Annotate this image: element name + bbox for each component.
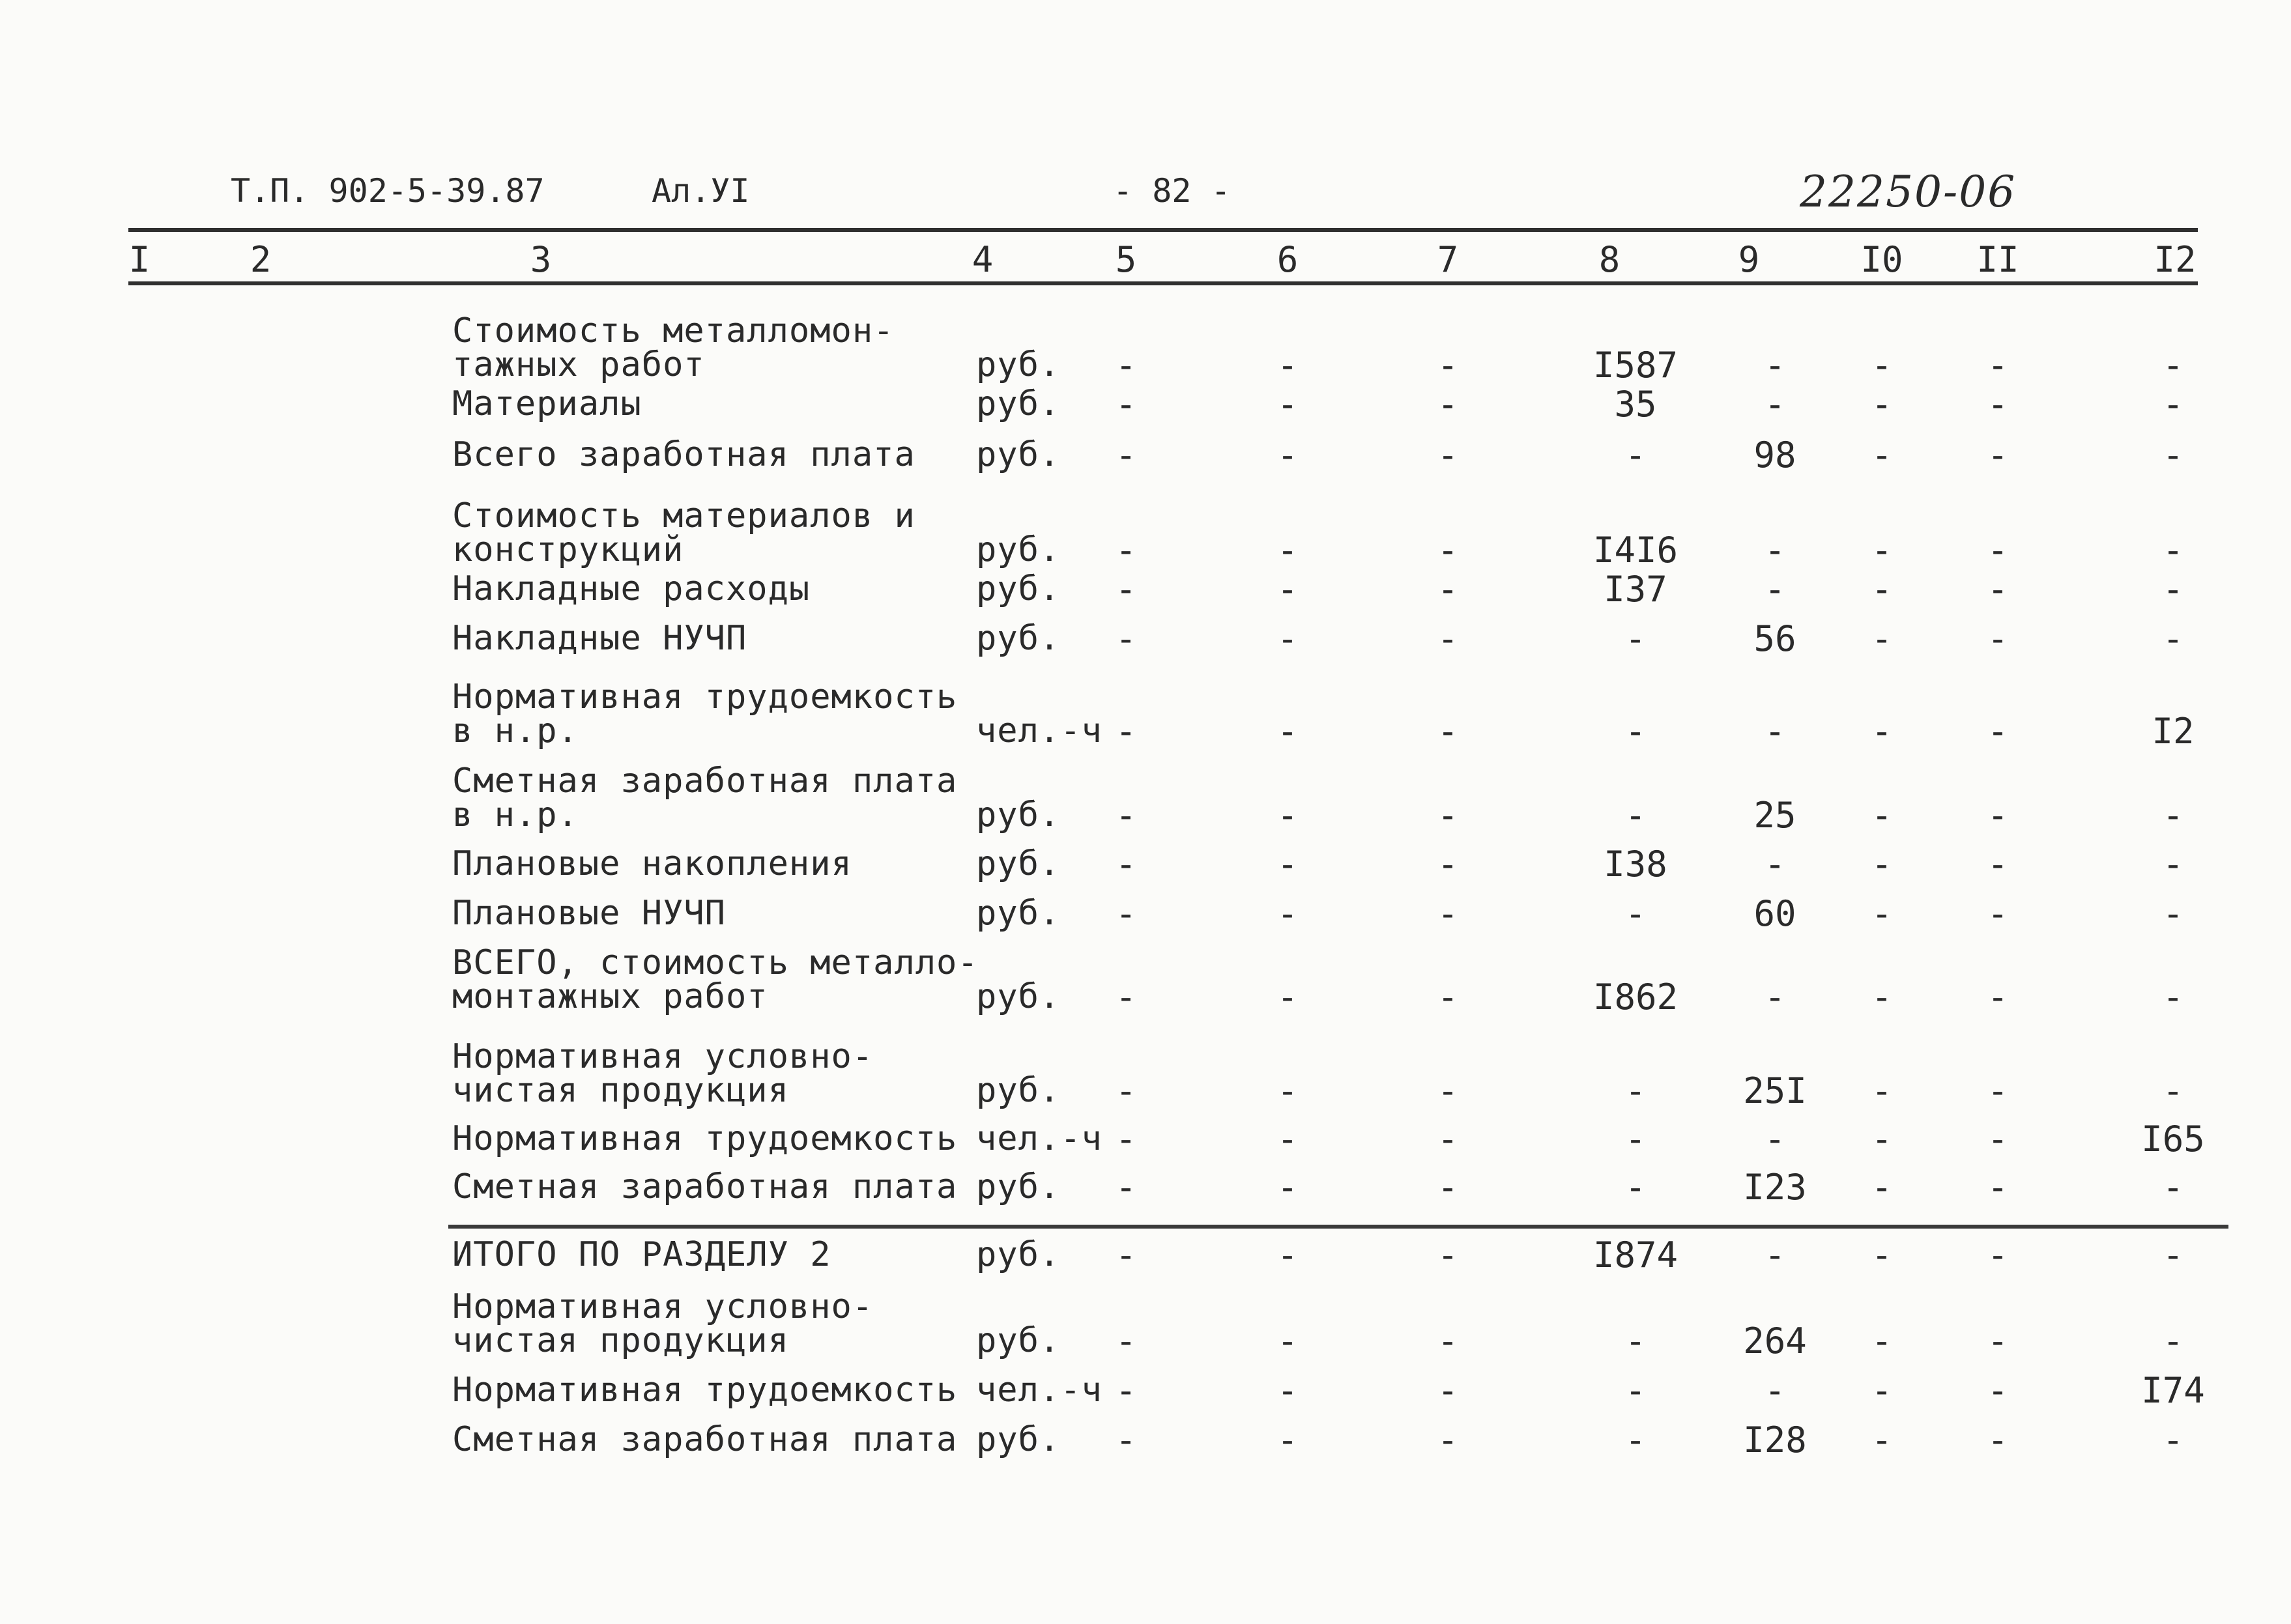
row-value-col-9: 56 bbox=[1753, 618, 1796, 659]
row-value-col-11: - bbox=[1987, 711, 2009, 752]
row-unit: руб. bbox=[976, 345, 1061, 384]
row-label bbox=[452, 1037, 874, 1110]
row-label-line: Материалы bbox=[452, 384, 642, 423]
row-value-col-10: - bbox=[1871, 1118, 1893, 1160]
row-label-line: ИТОГО ПО РАЗДЕЛУ 2 bbox=[452, 1235, 831, 1274]
row-value-col-9: - bbox=[1764, 345, 1786, 386]
row-label bbox=[452, 619, 747, 658]
row-value-col-8: I38 bbox=[1604, 844, 1667, 885]
row-label bbox=[452, 1371, 958, 1410]
row-unit: руб. bbox=[976, 1420, 1061, 1459]
row-value-col-9: - bbox=[1764, 530, 1786, 571]
column-number: 3 bbox=[530, 239, 552, 280]
row-value-col-8: - bbox=[1624, 893, 1647, 934]
row-label-line: конструкций bbox=[452, 530, 684, 569]
row-label bbox=[452, 569, 811, 608]
row-unit: руб. bbox=[976, 844, 1061, 883]
row-unit: чел.-ч bbox=[976, 711, 1102, 750]
row-unit: руб. bbox=[976, 795, 1061, 834]
row-value-col-5: - bbox=[1115, 1370, 1137, 1411]
row-value-col-8: - bbox=[1624, 1118, 1647, 1160]
row-value-col-7: - bbox=[1437, 893, 1459, 934]
row-value-col-8: I587 bbox=[1592, 345, 1679, 386]
row-value-col-6: - bbox=[1276, 384, 1299, 425]
column-number: 9 bbox=[1738, 239, 1760, 280]
row-unit: руб. bbox=[976, 1071, 1061, 1110]
row-value-col-11: - bbox=[1987, 893, 2009, 934]
row-value-col-9: 25I bbox=[1743, 1070, 1807, 1111]
row-value-col-7: - bbox=[1437, 1070, 1459, 1111]
row-value-col-7: - bbox=[1437, 1320, 1459, 1361]
row-value-col-6: - bbox=[1276, 1419, 1299, 1460]
row-value-col-11: - bbox=[1987, 1370, 2009, 1411]
row-label bbox=[452, 677, 958, 750]
row-value-col-5: - bbox=[1115, 384, 1137, 425]
row-value-col-11: - bbox=[1987, 384, 2009, 425]
row-value-col-12: - bbox=[2162, 1419, 2184, 1460]
row-value-col-11: - bbox=[1987, 1070, 2009, 1111]
row-value-col-12: - bbox=[2162, 345, 2184, 386]
row-value-col-9: - bbox=[1764, 976, 1786, 1018]
row-label bbox=[452, 943, 979, 1016]
row-value-col-6: - bbox=[1276, 795, 1299, 836]
row-label-line: Плановые НУЧП bbox=[452, 894, 726, 933]
row-value-col-6: - bbox=[1276, 1320, 1299, 1361]
row-value-col-11: - bbox=[1987, 1419, 2009, 1460]
row-label bbox=[452, 1420, 958, 1459]
row-value-col-5: - bbox=[1115, 893, 1137, 934]
row-value-col-8: - bbox=[1624, 1320, 1647, 1361]
row-unit: руб. bbox=[976, 384, 1061, 423]
row-value-col-8: I37 bbox=[1604, 569, 1667, 610]
row-value-col-12: - bbox=[2162, 1320, 2184, 1361]
row-value-col-7: - bbox=[1437, 1167, 1459, 1208]
row-value-col-12: - bbox=[2162, 530, 2184, 571]
row-value-col-9: 60 bbox=[1753, 893, 1796, 934]
row-value-col-10: - bbox=[1871, 1167, 1893, 1208]
row-value-col-8: - bbox=[1624, 795, 1647, 836]
row-value-col-9: - bbox=[1764, 1234, 1786, 1275]
row-label-line: Нормативная условно- bbox=[452, 1037, 874, 1076]
row-value-col-11: - bbox=[1987, 569, 2009, 610]
row-value-col-10: - bbox=[1871, 530, 1893, 571]
row-value-col-10: - bbox=[1871, 976, 1893, 1018]
row-value-col-11: - bbox=[1987, 618, 2009, 659]
row-value-col-7: - bbox=[1437, 384, 1459, 425]
row-value-col-6: - bbox=[1276, 1167, 1299, 1208]
row-value-col-7: - bbox=[1437, 711, 1459, 752]
row-value-col-9: - bbox=[1764, 844, 1786, 885]
column-number: I bbox=[128, 239, 151, 280]
row-value-col-7: - bbox=[1437, 618, 1459, 659]
row-value-col-8: - bbox=[1624, 1370, 1647, 1411]
row-value-col-12: - bbox=[2162, 795, 2184, 836]
row-value-col-11: - bbox=[1987, 345, 2009, 386]
row-value-col-10: - bbox=[1871, 434, 1893, 476]
row-value-col-10: - bbox=[1871, 711, 1893, 752]
row-value-col-12: I65 bbox=[2141, 1118, 2205, 1160]
row-value-col-11: - bbox=[1987, 1118, 2009, 1160]
row-label-line: Накладные НУЧП bbox=[452, 619, 747, 658]
row-label-line: Нормативная трудоемкость bbox=[452, 677, 958, 717]
document-number: 22250-06 bbox=[1800, 167, 2017, 217]
album-number: Ал.УI bbox=[652, 172, 750, 210]
row-label-line: Стоимость металломон- bbox=[452, 311, 895, 350]
row-value-col-9: 98 bbox=[1753, 434, 1796, 476]
row-unit: чел.-ч bbox=[976, 1371, 1102, 1410]
row-value-col-11: - bbox=[1987, 1167, 2009, 1208]
row-value-col-11: - bbox=[1987, 844, 2009, 885]
row-value-col-8: I4I6 bbox=[1592, 530, 1679, 571]
row-value-col-5: - bbox=[1115, 844, 1137, 885]
row-label-line: в н.р. bbox=[452, 795, 579, 834]
row-value-col-6: - bbox=[1276, 1370, 1299, 1411]
row-label-line: Сметная заработная плата bbox=[452, 1420, 958, 1459]
row-value-col-8: 35 bbox=[1614, 384, 1657, 425]
row-value-col-6: - bbox=[1276, 1234, 1299, 1275]
row-label bbox=[452, 384, 642, 423]
row-unit: руб. bbox=[976, 435, 1061, 474]
row-unit: руб. bbox=[976, 977, 1061, 1016]
row-value-col-5: - bbox=[1115, 434, 1137, 476]
row-value-col-12: - bbox=[2162, 844, 2184, 885]
row-value-col-7: - bbox=[1437, 1370, 1459, 1411]
row-label bbox=[452, 1167, 958, 1206]
column-number: I0 bbox=[1860, 239, 1903, 280]
row-value-col-7: - bbox=[1437, 530, 1459, 571]
row-value-col-7: - bbox=[1437, 1234, 1459, 1275]
row-unit: руб. bbox=[976, 619, 1061, 658]
row-value-col-6: - bbox=[1276, 530, 1299, 571]
row-value-col-8: - bbox=[1624, 1070, 1647, 1111]
row-unit: руб. bbox=[976, 1235, 1061, 1274]
row-value-col-5: - bbox=[1115, 1167, 1137, 1208]
row-value-col-9: I28 bbox=[1743, 1419, 1807, 1460]
row-value-col-6: - bbox=[1276, 1070, 1299, 1111]
row-value-col-11: - bbox=[1987, 530, 2009, 571]
row-value-col-5: - bbox=[1115, 618, 1137, 659]
row-value-col-6: - bbox=[1276, 711, 1299, 752]
row-unit: чел.-ч bbox=[976, 1119, 1102, 1158]
row-value-col-6: - bbox=[1276, 893, 1299, 934]
row-value-col-12: I74 bbox=[2141, 1370, 2205, 1411]
row-label-line: монтажных работ bbox=[452, 977, 768, 1016]
row-unit: руб. bbox=[976, 530, 1061, 569]
row-value-col-10: - bbox=[1871, 384, 1893, 425]
section-total-rule bbox=[448, 1225, 2228, 1229]
row-value-col-6: - bbox=[1276, 1118, 1299, 1160]
row-label-line: Нормативная трудоемкость bbox=[452, 1371, 958, 1410]
row-value-col-12: - bbox=[2162, 976, 2184, 1018]
row-value-col-10: - bbox=[1871, 893, 1893, 934]
row-label bbox=[452, 844, 852, 883]
column-number: 7 bbox=[1437, 239, 1459, 280]
column-number: 6 bbox=[1276, 239, 1299, 280]
row-label-line: Нормативная трудоемкость bbox=[452, 1119, 958, 1158]
row-value-col-8: I874 bbox=[1592, 1234, 1679, 1275]
row-value-col-7: - bbox=[1437, 795, 1459, 836]
row-value-col-12: I2 bbox=[2152, 711, 2195, 752]
row-label-line: Сметная заработная плата bbox=[452, 762, 958, 801]
row-unit: руб. bbox=[976, 1321, 1061, 1360]
row-label bbox=[452, 311, 895, 384]
row-value-col-5: - bbox=[1115, 1419, 1137, 1460]
row-value-col-8: - bbox=[1624, 711, 1647, 752]
row-unit: руб. bbox=[976, 1167, 1061, 1206]
row-value-col-6: - bbox=[1276, 844, 1299, 885]
column-number: 4 bbox=[972, 239, 994, 280]
row-value-col-9: 25 bbox=[1753, 795, 1796, 836]
row-value-col-12: - bbox=[2162, 569, 2184, 610]
row-unit: руб. bbox=[976, 894, 1061, 933]
column-number: II bbox=[1976, 239, 2019, 280]
row-value-col-5: - bbox=[1115, 711, 1137, 752]
row-value-col-7: - bbox=[1437, 345, 1459, 386]
row-value-col-10: - bbox=[1871, 569, 1893, 610]
doc-reference: Т.П. 902-5-39.87 bbox=[231, 172, 545, 210]
row-value-col-11: - bbox=[1987, 434, 2009, 476]
column-number: 2 bbox=[250, 239, 272, 280]
row-value-col-7: - bbox=[1437, 844, 1459, 885]
row-value-col-8: I862 bbox=[1592, 976, 1679, 1018]
row-value-col-5: - bbox=[1115, 1234, 1137, 1275]
column-number: 8 bbox=[1598, 239, 1621, 280]
row-label-line: Плановые накопления bbox=[452, 844, 852, 883]
header-top-rule bbox=[128, 228, 2198, 232]
row-value-col-10: - bbox=[1871, 1370, 1893, 1411]
row-value-col-10: - bbox=[1871, 1320, 1893, 1361]
header-bottom-rule bbox=[128, 281, 2198, 285]
row-value-col-9: - bbox=[1764, 711, 1786, 752]
row-value-col-11: - bbox=[1987, 976, 2009, 1018]
row-value-col-12: - bbox=[2162, 1070, 2184, 1111]
row-value-col-11: - bbox=[1987, 1234, 2009, 1275]
row-value-col-5: - bbox=[1115, 345, 1137, 386]
row-value-col-5: - bbox=[1115, 569, 1137, 610]
row-value-col-10: - bbox=[1871, 1419, 1893, 1460]
row-value-col-5: - bbox=[1115, 530, 1137, 571]
row-value-col-10: - bbox=[1871, 1070, 1893, 1111]
row-value-col-9: - bbox=[1764, 569, 1786, 610]
row-label-line: ВСЕГО, стоимость металло- bbox=[452, 943, 979, 982]
row-label bbox=[452, 496, 915, 569]
row-label bbox=[452, 1235, 831, 1274]
row-value-col-6: - bbox=[1276, 345, 1299, 386]
row-value-col-9: - bbox=[1764, 384, 1786, 425]
row-value-col-11: - bbox=[1987, 795, 2009, 836]
row-value-col-8: - bbox=[1624, 1419, 1647, 1460]
row-label bbox=[452, 1119, 958, 1158]
row-value-col-10: - bbox=[1871, 844, 1893, 885]
row-value-col-12: - bbox=[2162, 1167, 2184, 1208]
row-label-line: чистая продукция bbox=[452, 1071, 789, 1110]
row-label-line: в н.р. bbox=[452, 711, 579, 750]
row-value-col-10: - bbox=[1871, 345, 1893, 386]
row-value-col-5: - bbox=[1115, 1070, 1137, 1111]
row-label-line: чистая продукция bbox=[452, 1321, 789, 1360]
row-value-col-9: - bbox=[1764, 1370, 1786, 1411]
row-value-col-8: - bbox=[1624, 1167, 1647, 1208]
row-value-col-10: - bbox=[1871, 1234, 1893, 1275]
page-number: - 82 - bbox=[1113, 172, 1231, 210]
row-value-col-5: - bbox=[1115, 1118, 1137, 1160]
row-value-col-12: - bbox=[2162, 434, 2184, 476]
row-label-line: Сметная заработная плата bbox=[452, 1167, 958, 1206]
row-value-col-12: - bbox=[2162, 893, 2184, 934]
row-value-col-11: - bbox=[1987, 1320, 2009, 1361]
row-unit: руб. bbox=[976, 569, 1061, 608]
row-label bbox=[452, 894, 726, 933]
row-value-col-7: - bbox=[1437, 569, 1459, 610]
row-value-col-5: - bbox=[1115, 795, 1137, 836]
row-label-line: Нормативная условно- bbox=[452, 1287, 874, 1326]
row-value-col-9: - bbox=[1764, 1118, 1786, 1160]
row-label-line: тажных работ bbox=[452, 345, 705, 384]
row-value-col-8: - bbox=[1624, 434, 1647, 476]
row-value-col-10: - bbox=[1871, 618, 1893, 659]
column-number: I2 bbox=[2154, 239, 2197, 280]
row-value-col-10: - bbox=[1871, 795, 1893, 836]
row-value-col-6: - bbox=[1276, 434, 1299, 476]
column-number: 5 bbox=[1115, 239, 1137, 280]
row-value-col-12: - bbox=[2162, 618, 2184, 659]
row-value-col-7: - bbox=[1437, 1419, 1459, 1460]
row-label bbox=[452, 435, 915, 474]
row-value-col-5: - bbox=[1115, 1320, 1137, 1361]
row-value-col-12: - bbox=[2162, 384, 2184, 425]
row-value-col-12: - bbox=[2162, 1234, 2184, 1275]
row-value-col-7: - bbox=[1437, 1118, 1459, 1160]
row-label-line: Накладные расходы bbox=[452, 569, 811, 608]
row-label-line: Стоимость материалов и bbox=[452, 496, 915, 535]
row-value-col-5: - bbox=[1115, 976, 1137, 1018]
row-value-col-6: - bbox=[1276, 618, 1299, 659]
row-label bbox=[452, 1287, 874, 1360]
row-value-col-6: - bbox=[1276, 976, 1299, 1018]
row-value-col-7: - bbox=[1437, 976, 1459, 1018]
row-value-col-7: - bbox=[1437, 434, 1459, 476]
row-label-line: Всего заработная плата bbox=[452, 435, 915, 474]
row-label bbox=[452, 764, 957, 832]
row-value-col-9: I23 bbox=[1743, 1167, 1807, 1208]
row-value-col-9: 264 bbox=[1743, 1320, 1807, 1361]
row-value-col-6: - bbox=[1276, 569, 1299, 610]
row-value-col-8: - bbox=[1624, 618, 1647, 659]
